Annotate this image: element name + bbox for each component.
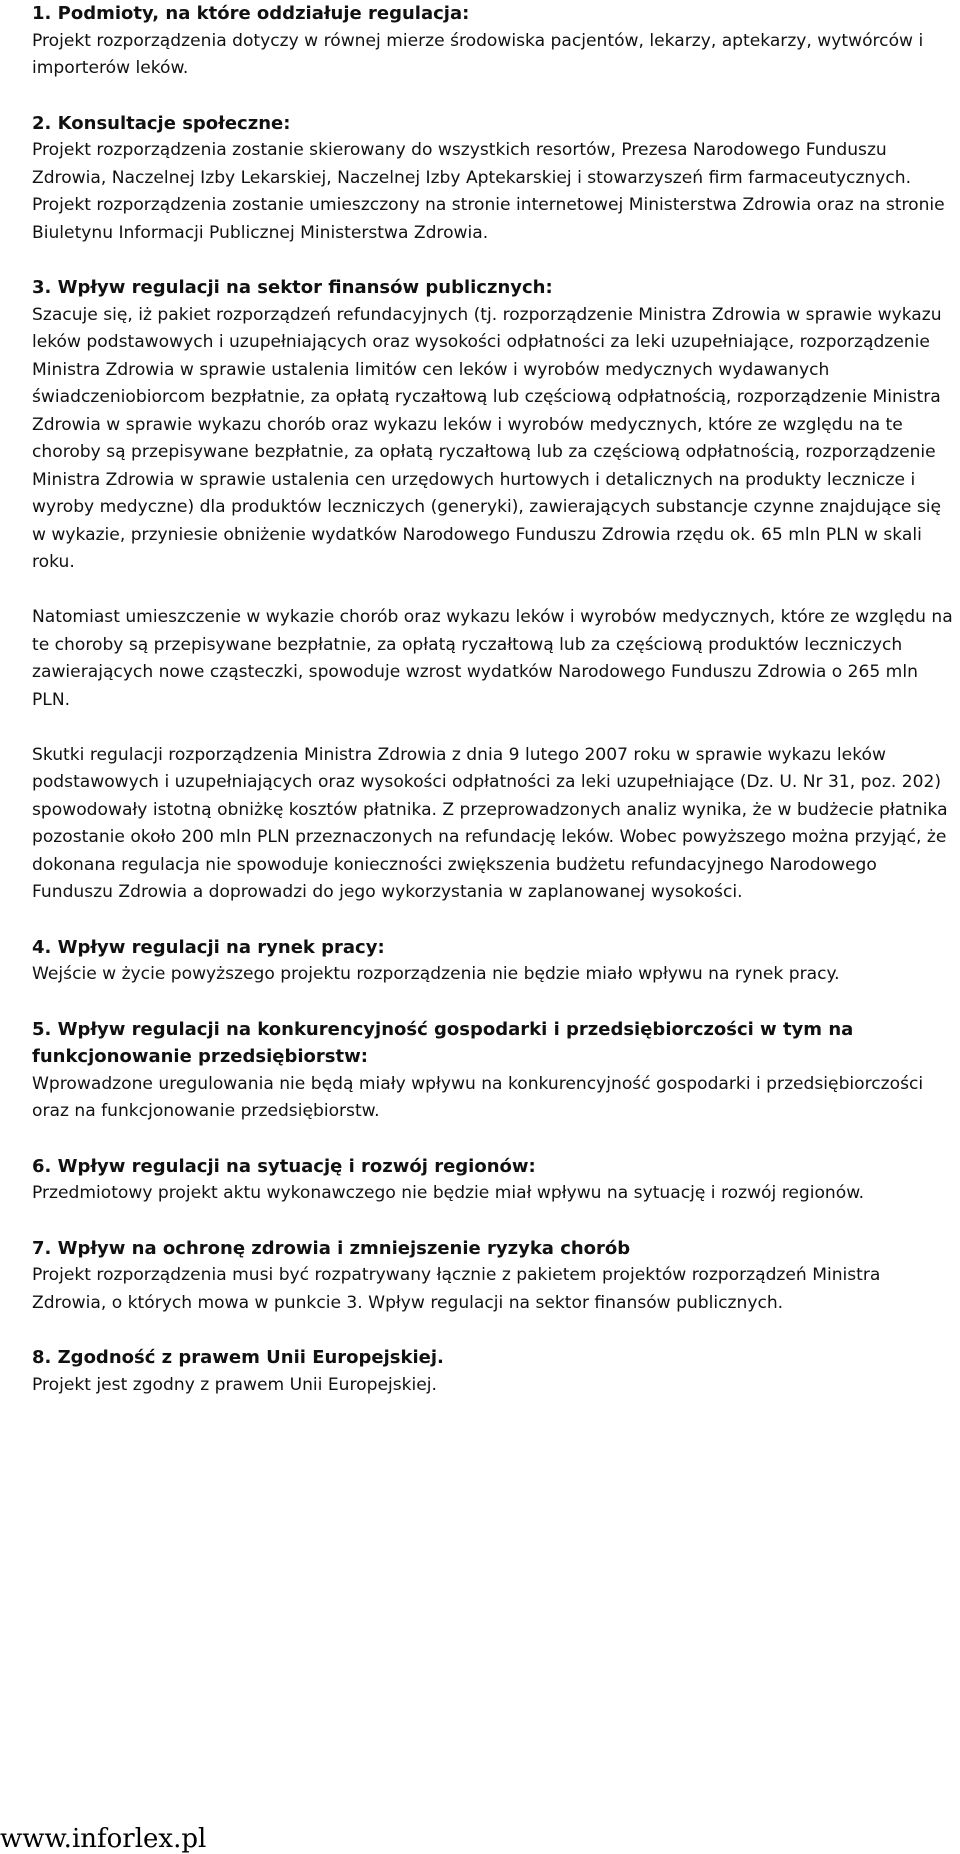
section-heading: 3. Wpływ regulacji na sektor finansów publicznych: [32,277,553,298]
section-paragraph: Wprowadzone uregulowania nie będą miały wpływu na konkurencyjność gospodarki i przedsiębiorczości oraz na funkcjonowanie przedsiębiorstw. [32,1073,924,1121]
section-heading: 2. Konsultacje społeczne: [32,112,291,134]
section-heading: 4. Wpływ regulacji na rynek pracy: [32,936,385,958]
section-5 [32,1016,956,1126]
section-heading: 1. Podmioty, na które oddziałuje regulacja: [32,3,470,24]
section-2 [32,110,956,248]
section-paragraph: Natomiast umieszczenie w wykazie chorób oraz wykazu leków i wyrobów medycznych, które ze względu na te choroby są przepisywane bezpłatnie, za opłatą ryczałtową lub za częściową produktów leczniczych zawierających nowe cząsteczki, spowoduje wzrost wydatków Narodowego Funduszu Zdrowia o 265 mln PLN. [32,607,953,710]
section-heading: 8. Zgodność z prawem Unii Europejskiej. [32,1347,444,1368]
section-heading: 7. Wpływ na ochronę zdrowia i zmniejszenie ryzyka chorób [32,1237,631,1259]
section-paragraph: Projekt rozporządzenia dotyczy w równej mierze środowiska pacjentów, lekarzy, aptekarzy, wytwórców i importerów leków. [32,30,924,78]
section-4 [32,934,956,989]
section-paragraph: Szacuje się, iż pakiet rozporządzeń refundacyjnych (tj. rozporządzenie Ministra Zdrowia w sprawie wykazu leków podstawowych i uzupełniających oraz wysokości odpłatności za leki uzupełniające, rozporządzenie Ministra Zdrowia w sprawie ustalenia limitów cen leków i wyrobów medycznych wydawanych świadczeniobiorcom bezpłatnie, za opłatą ryczałtową lub częściową odpłatnością, rozporządzenie Ministra Zdrowia w sprawie wykazu chorób oraz wykazu leków i wyrobów medycznych, które ze względu na te choroby są przepisywane bezpłatnie, za opłatą ryczałtową lub za częściową odpłatnością, rozporządzenie Ministra Zdrowia w sprawie ustalenia cen urzędowych hurtowych i detalicznych na produkty lecznicze i wyroby medyczne) dla produktów leczniczych (generyki), zawierających substancje czynne znajdujące się w wykazie, przyniesie obniżenie wydatków Narodowego Funduszu Zdrowia rzędu ok. 65 mln PLN w skali roku. [32,304,942,572]
section-paragraph: Skutki regulacji rozporządzenia Ministra Zdrowia z dnia 9 lutego 2007 roku w sprawie wykazu leków podstawowych i uzupełniających oraz wysokości odpłatności za leki uzupełniające (Dz. U. Nr 31, poz. 202) spowodowały istotną obniżkę kosztów płatnika. Z przeprowadzonych analiz wynika, że w budżecie płatnika pozostanie około 200 mln PLN przeznaczonych na refundację leków. Wobec powyższego można przyjąć, że dokonana regulacja nie spowoduje konieczności zwiększenia budżetu refundacyjnego Narodowego Funduszu Zdrowia a doprowadzi do jego wykorzystania w zaplanowanej wysokości. [32,744,948,902]
section-1 [32,0,956,83]
section-3 [32,274,956,907]
section-paragraph: Przedmiotowy projekt aktu wykonawczego nie będzie miał wpływu na sytuację i rozwój regionów. [32,1183,865,1203]
section-paragraph: Projekt rozporządzenia zostanie skierowany do wszystkich resortów, Prezesa Narodowego Funduszu Zdrowia, Naczelnej Izby Lekarskiej, Naczelnej Izby Aptekarskiej i stowarzyszeń firm farmaceutycznych. [32,140,912,188]
section-paragraph: Projekt rozporządzenia zostanie umieszczony na stronie internetowej Ministerstwa Zdrowia oraz na stronie Biuletynu Informacji Publicznej Ministerstwa Zdrowia. [32,195,945,243]
footer-watermark: www.inforlex.pl [0,1824,207,1854]
section-paragraph: Wejście w życie powyższego projektu rozporządzenia nie będzie miało wpływu na rynek pracy. [32,964,840,984]
section-heading: 6. Wpływ regulacji na sytuację i rozwój regionów: [32,1155,536,1177]
section-heading: 5. Wpływ regulacji na konkurencyjność gospodarki i przedsiębiorczości w tym na funkcjonowanie przedsiębiorstw: [32,1018,854,1067]
section-7 [32,1235,956,1318]
section-paragraph: Projekt rozporządzenia musi być rozpatrywany łącznie z pakietem projektów rozporządzeń Ministra Zdrowia, o których mowa w punkcie 3. Wpływ regulacji na sektor finansów publicznych. [32,1265,881,1313]
section-6 [32,1153,956,1208]
section-paragraph: Projekt jest zgodny z prawem Unii Europejskiej. [32,1374,437,1395]
section-8 [32,1344,956,1399]
document-body [32,0,956,1426]
